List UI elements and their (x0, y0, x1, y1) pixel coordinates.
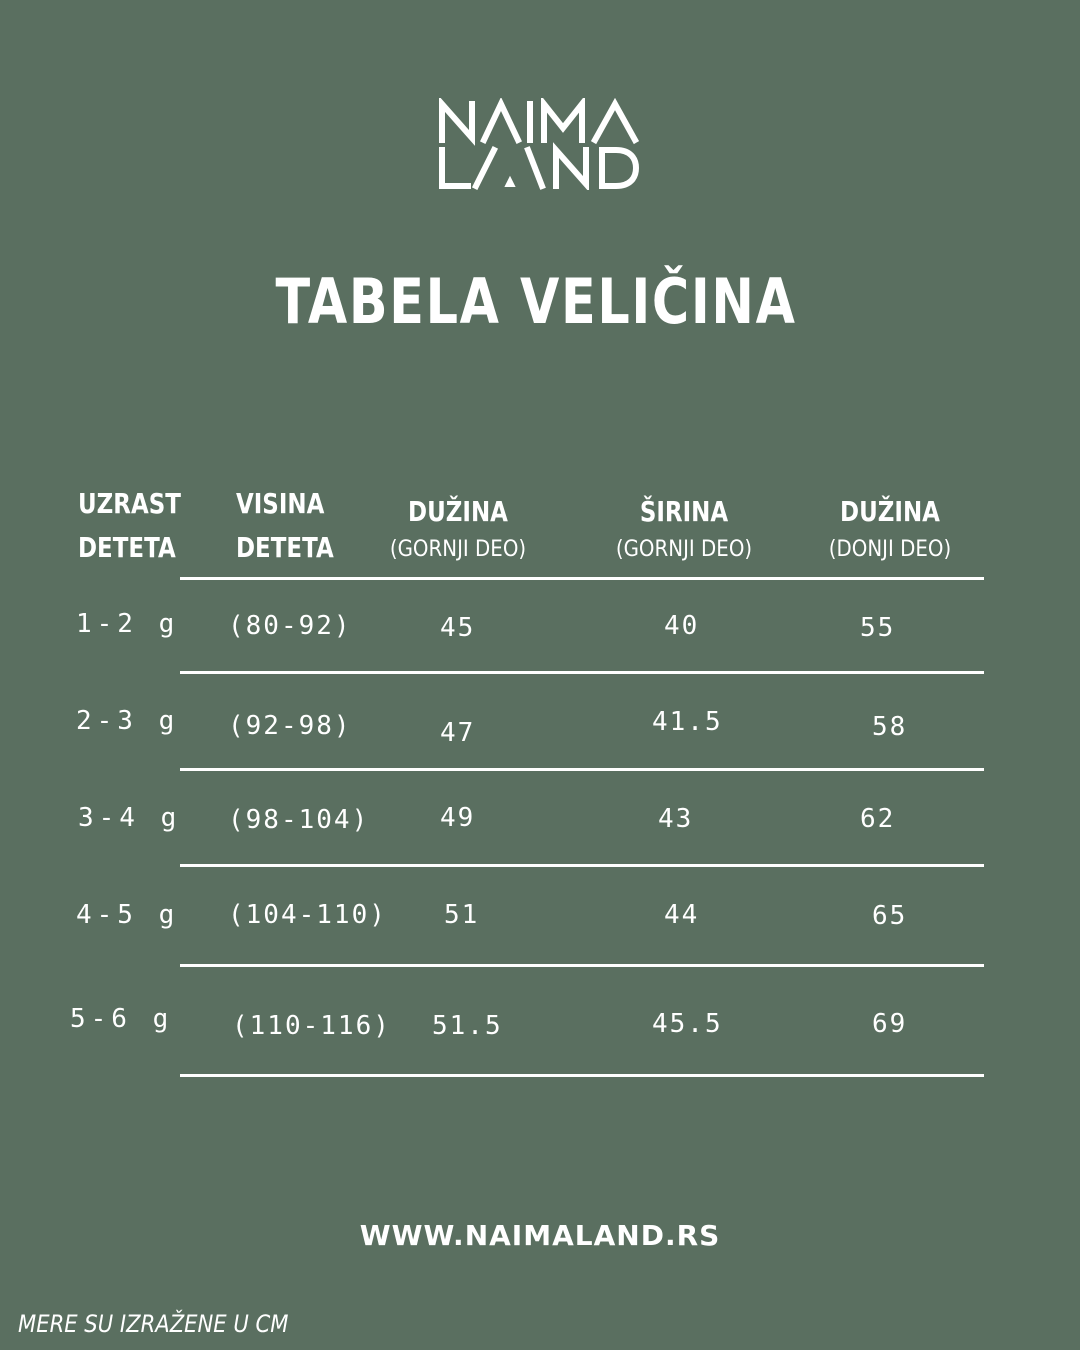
logo-line1 (438, 190, 439, 191)
cell-top-length: 51.5 (432, 1011, 503, 1041)
header-bottom-length (800, 492, 980, 568)
header-height-line1: VISINA (236, 487, 325, 520)
cell-top-width: 41.5 (652, 707, 723, 737)
table-divider (180, 577, 984, 580)
cell-top-length: 45 (440, 613, 476, 643)
cell-age: 4-5 g (76, 900, 180, 930)
header-height-line2: DETETA (236, 531, 334, 564)
table-divider (180, 671, 984, 674)
header-top-width-line1: ŠIRINA (639, 495, 729, 528)
cell-bottom-length: 58 (872, 712, 908, 742)
header-bottom-length-line2: (DONJI DEO) (828, 537, 952, 562)
cell-top-width: 44 (664, 900, 700, 930)
cell-age: 2-3 g (76, 706, 180, 736)
header-top-length (368, 492, 548, 568)
page-title: TABELA VELIČINA (275, 265, 797, 338)
cell-age: 5-6 g (70, 1004, 174, 1034)
header-bottom-length-line1: DUŽINA (840, 495, 940, 528)
header-height (236, 482, 334, 570)
cell-top-width: 40 (664, 611, 700, 641)
logo-line2 (438, 190, 439, 191)
cell-height: (80-92) (228, 611, 352, 641)
cell-bottom-length: 69 (872, 1009, 908, 1039)
cell-height: (110-116) (232, 1011, 391, 1041)
table-divider (180, 768, 984, 771)
cell-top-width: 45.5 (652, 1009, 723, 1039)
header-top-width-line2: (GORNJI DEO) (615, 537, 753, 562)
cell-top-length: 51 (444, 900, 480, 930)
header-top-length-line2: (GORNJI DEO) (389, 537, 527, 562)
units-note: MERE SU IZRAŽENE U CM (18, 1310, 289, 1338)
cell-bottom-length: 62 (860, 804, 896, 834)
cell-bottom-length: 65 (872, 901, 908, 931)
table-divider (180, 1074, 984, 1077)
table-divider (180, 864, 984, 867)
header-age-line1: UZRAST (78, 487, 181, 520)
cell-age: 3-4 g (78, 803, 182, 833)
cell-top-width: 43 (658, 804, 694, 834)
header-age (78, 482, 181, 570)
cell-top-length: 49 (440, 803, 476, 833)
cell-height: (104-110) (228, 900, 387, 930)
cell-top-length: 47 (440, 718, 476, 748)
header-top-length-line1: DUŽINA (408, 495, 508, 528)
cell-height: (92-98) (228, 711, 352, 741)
header-top-width (594, 492, 774, 568)
cell-bottom-length: 55 (860, 613, 896, 643)
naimaland-logo (438, 98, 642, 190)
cell-height: (98-104) (228, 805, 370, 835)
cell-age: 1-2 g (76, 609, 180, 639)
table-divider (180, 964, 984, 967)
header-age-line2: DETETA (78, 531, 176, 564)
website-url[interactable]: WWW.NAIMALAND.RS (359, 1219, 721, 1252)
